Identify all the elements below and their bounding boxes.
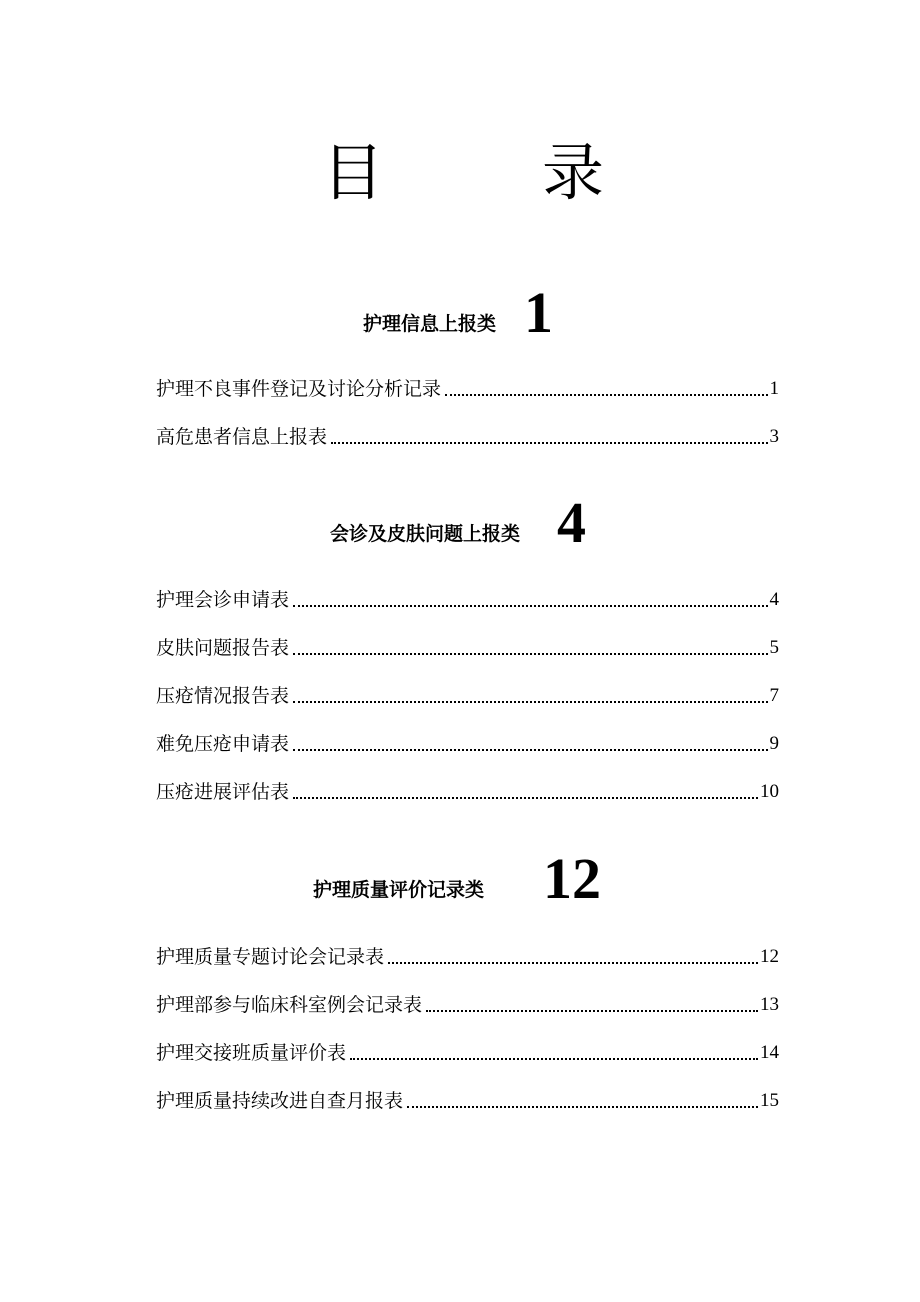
toc-entry-page: 15 (760, 1090, 779, 1111)
section-label: 会诊及皮肤问题上报类 (330, 523, 521, 545)
toc-entry[interactable] (156, 374, 779, 402)
toc-entry[interactable] (156, 585, 779, 613)
toc-entry-title: 护理质量持续改进自查月报表 (156, 1090, 404, 1112)
section-label: 护理质量评价记录类 (313, 879, 485, 901)
section-heading (0, 490, 920, 555)
section-page-number: 12 (543, 846, 601, 911)
toc-entry-page: 7 (769, 685, 779, 706)
section-page-number: 4 (557, 490, 586, 555)
toc-entry-page: 12 (760, 946, 779, 967)
toc-entry-title: 压疮进展评估表 (156, 781, 290, 803)
toc-entry-page: 1 (769, 378, 779, 399)
toc-entry-title: 皮肤问题报告表 (156, 637, 290, 659)
page-title (0, 138, 920, 208)
toc-entry[interactable] (156, 633, 779, 661)
toc-entry[interactable] (156, 729, 779, 757)
dot-leader (426, 1010, 758, 1012)
toc-entry-title: 压疮情况报告表 (156, 685, 290, 707)
toc-entry-title: 难免压疮申请表 (156, 733, 290, 755)
toc-entry-title: 高危患者信息上报表 (156, 426, 328, 448)
title-char-2: 录 (542, 136, 605, 209)
section-heading (0, 280, 920, 345)
toc-entry[interactable] (156, 777, 779, 805)
toc-entry-title: 护理不良事件登记及讨论分析记录 (156, 378, 442, 400)
toc-entry-page: 3 (769, 426, 779, 447)
toc-entry-page: 13 (760, 994, 779, 1015)
title-char-1: 目 (322, 136, 385, 209)
toc-entry-page: 9 (769, 733, 779, 754)
dot-leader (293, 749, 767, 751)
toc-entry-title: 护理会诊申请表 (156, 589, 290, 611)
toc-entry-page: 4 (769, 589, 779, 610)
toc-entry[interactable] (156, 942, 779, 970)
toc-entry[interactable] (156, 990, 779, 1018)
toc-entry-page: 10 (760, 781, 779, 802)
dot-leader (407, 1106, 758, 1108)
section-heading (0, 846, 920, 911)
dot-leader (331, 442, 767, 444)
section-label: 护理信息上报类 (363, 313, 497, 335)
dot-leader (388, 962, 758, 964)
dot-leader (445, 394, 767, 396)
dot-leader (293, 701, 767, 703)
dot-leader (293, 605, 767, 607)
dot-leader (350, 1058, 758, 1060)
toc-entry-page: 5 (769, 637, 779, 658)
toc-entry-title: 护理质量专题讨论会记录表 (156, 946, 385, 968)
toc-entry-title: 护理交接班质量评价表 (156, 1042, 347, 1064)
toc-entry[interactable] (156, 422, 779, 450)
dot-leader (293, 797, 758, 799)
toc-entry[interactable] (156, 681, 779, 709)
toc-entry-page: 14 (760, 1042, 779, 1063)
toc-entry[interactable] (156, 1086, 779, 1114)
toc-entry[interactable] (156, 1038, 779, 1066)
toc-entry-title: 护理部参与临床科室例会记录表 (156, 994, 423, 1016)
dot-leader (293, 653, 767, 655)
section-page-number: 1 (524, 280, 553, 345)
